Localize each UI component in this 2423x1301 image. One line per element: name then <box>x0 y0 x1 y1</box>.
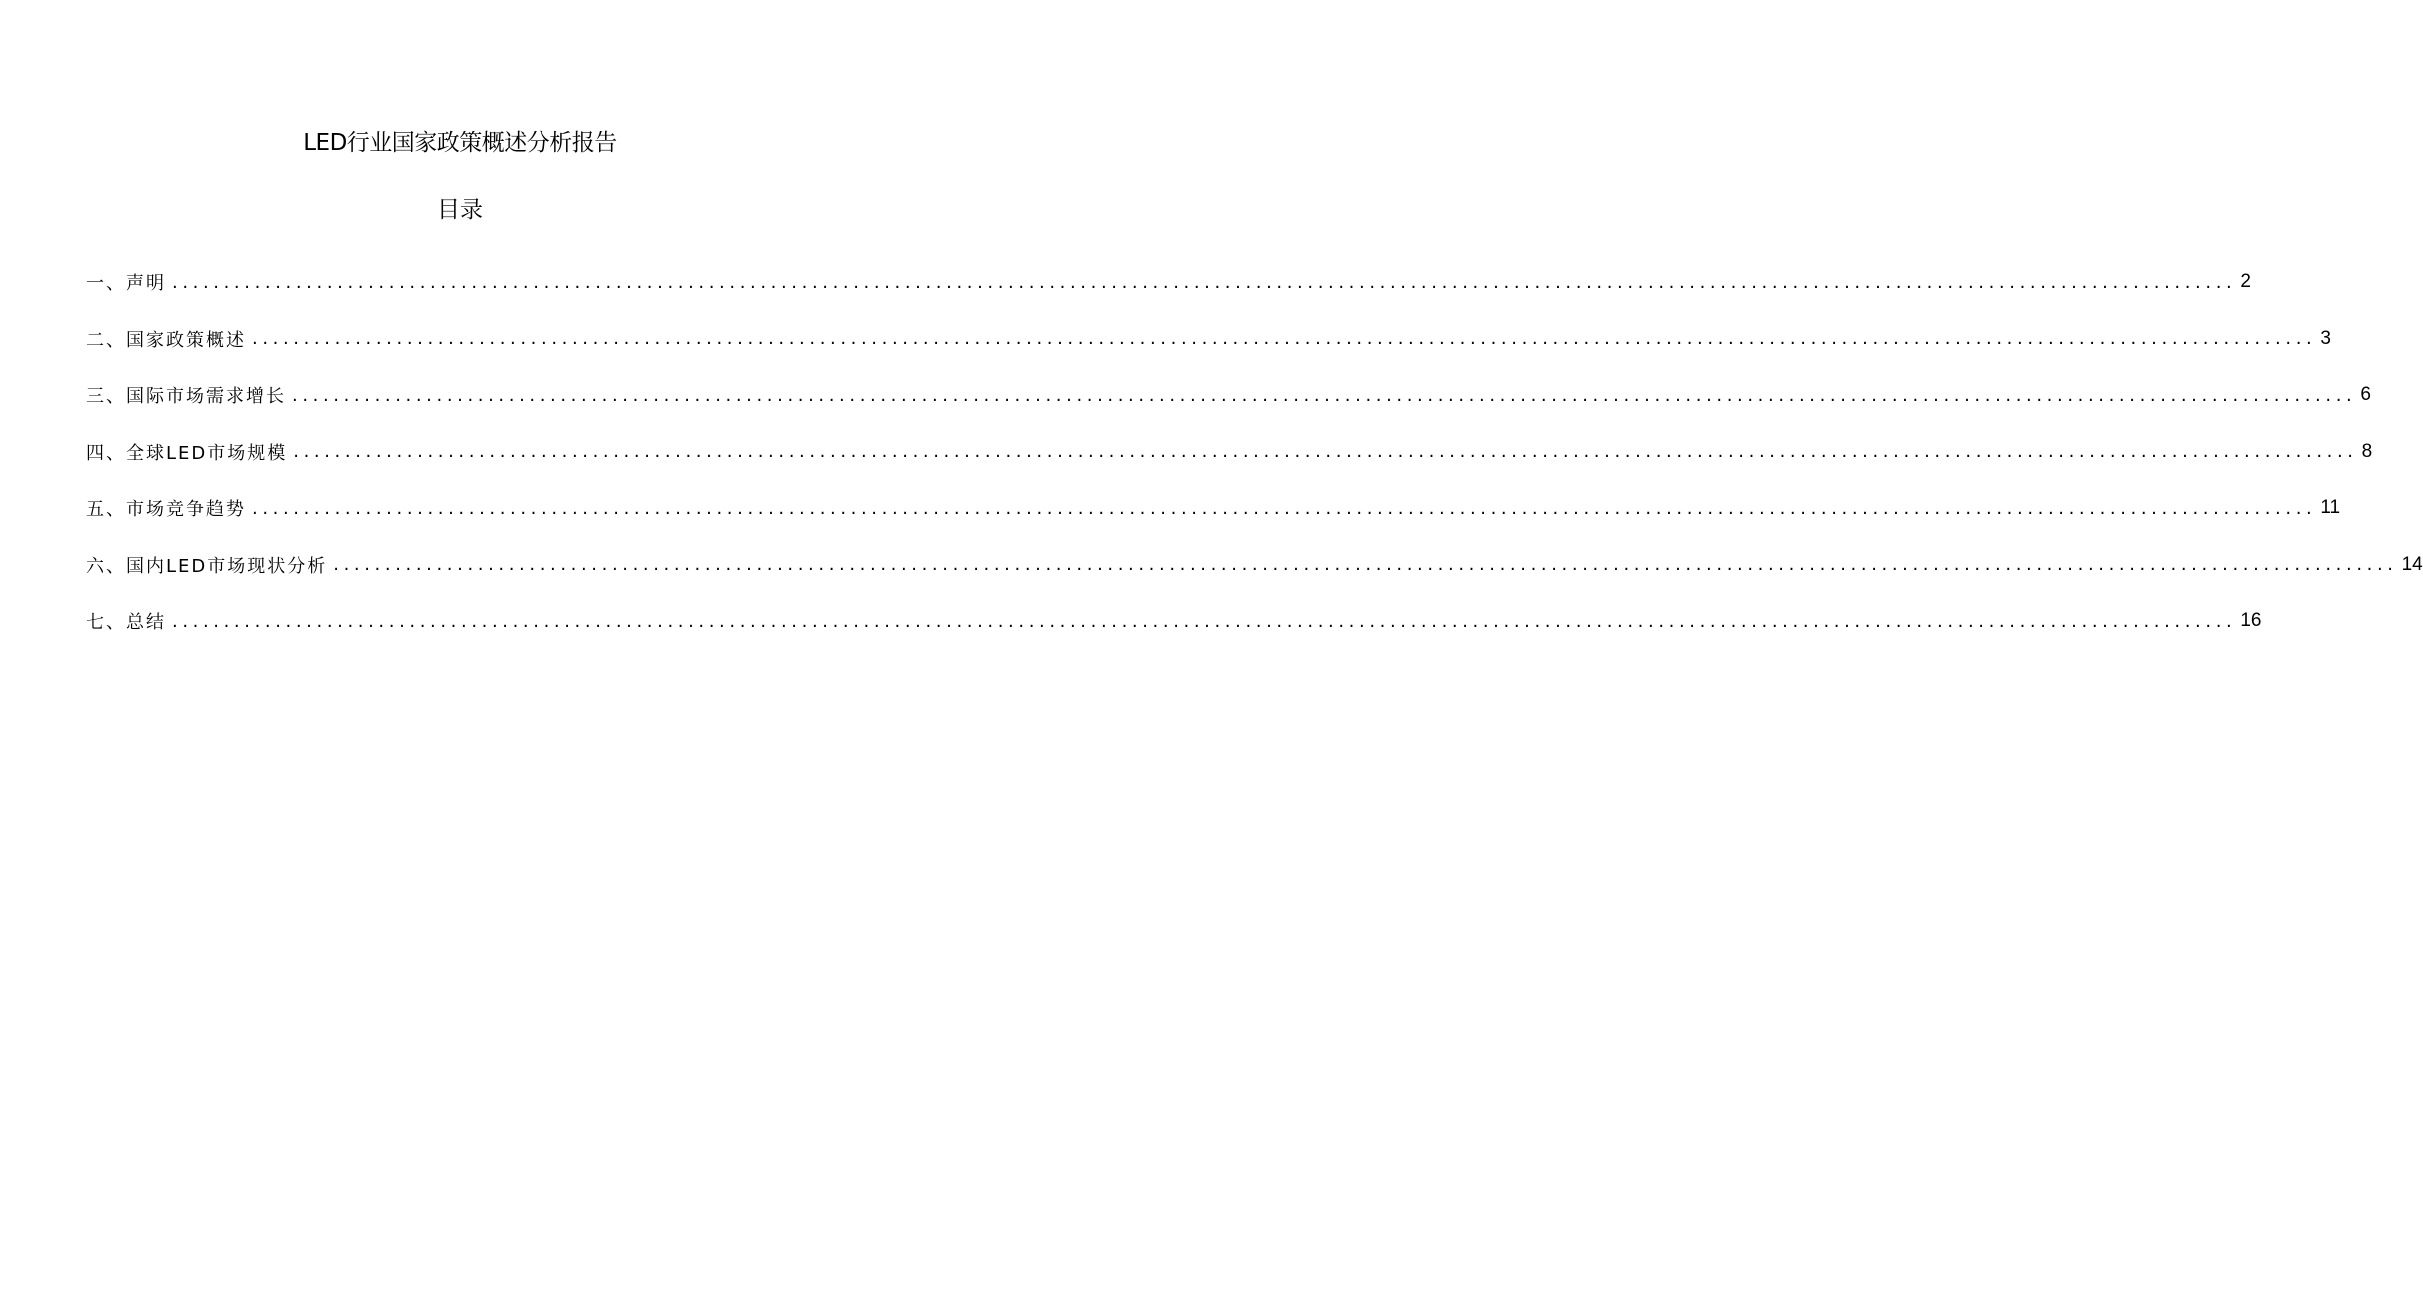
toc-entry-label: 国家政策概述 <box>126 329 246 351</box>
toc-entry[interactable] <box>86 424 2373 481</box>
toc-entry-number: 七、 <box>86 612 126 634</box>
toc-entry-label: 声明 <box>126 273 166 295</box>
toc-entry-number: 四、 <box>86 442 126 464</box>
toc-leader-dots: ........................................................................................................................................................................................................ <box>333 554 2398 576</box>
toc-entry-page: 6 <box>2360 384 2371 406</box>
toc-entry-page: 3 <box>2320 327 2331 349</box>
toc-leader-dots: ........................................................................................................................................................................................................ <box>293 441 2358 463</box>
toc-entry-number: 三、 <box>86 386 126 408</box>
toc-entry[interactable] <box>86 254 2251 311</box>
toc-entry-page: 16 <box>2240 610 2262 632</box>
toc-entry-number: 六、 <box>86 555 126 577</box>
toc-entry-label: 国际市场需求增长 <box>126 386 286 408</box>
toc-heading: 目录 <box>437 197 483 223</box>
toc-entry[interactable] <box>86 311 2331 368</box>
toc-entry-page: 8 <box>2361 440 2373 462</box>
table-of-contents <box>86 254 2423 650</box>
toc-entry[interactable] <box>86 593 2262 650</box>
toc-leader-dots: ........................................................................................................................................................................................................ <box>172 271 2237 293</box>
toc-leader-dots: ........................................................................................................................................................................................................ <box>252 328 2317 350</box>
toc-entry-label: 国内LED市场现状分析 <box>126 555 328 577</box>
toc-entry-page: 2 <box>2240 271 2251 293</box>
toc-entry-number: 五、 <box>86 499 126 521</box>
toc-leader-dots: ........................................................................................................................................................................................................ <box>292 384 2357 406</box>
toc-entry-label: 全球LED市场规模 <box>126 442 288 464</box>
toc-entry-page: 14 <box>2401 553 2423 575</box>
toc-entry[interactable] <box>86 480 2341 537</box>
toc-entry-label: 市场竞争趋势 <box>126 499 246 521</box>
toc-entry-page: 11 <box>2320 497 2341 519</box>
toc-entry[interactable] <box>86 367 2371 424</box>
toc-entry-number: 二、 <box>86 329 126 351</box>
toc-leader-dots: ........................................................................................................................................................................................................ <box>172 610 2237 632</box>
toc-leader-dots: ........................................................................................................................................................................................................ <box>252 497 2317 519</box>
toc-entry[interactable] <box>86 537 2423 594</box>
toc-entry-label: 总结 <box>126 612 166 634</box>
document-title: LED行业国家政策概述分析报告 <box>303 130 617 156</box>
toc-entry-number: 一、 <box>86 273 126 295</box>
